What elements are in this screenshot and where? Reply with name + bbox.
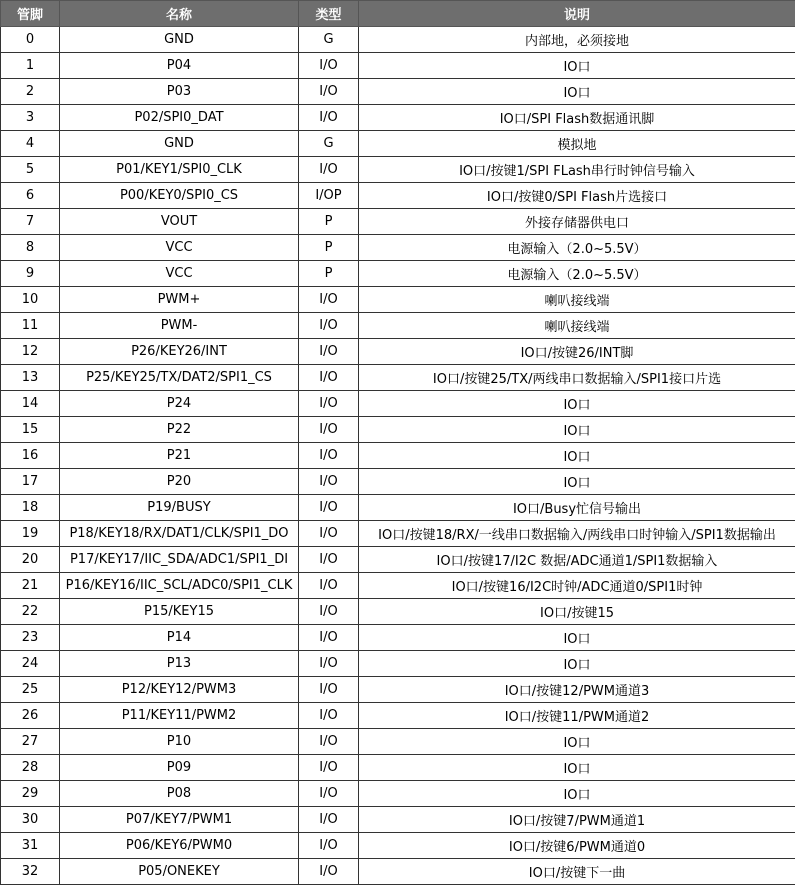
pin-description-cell: IO口	[359, 625, 795, 651]
table-row	[1, 391, 795, 417]
pin-number-cell: 9	[1, 261, 60, 287]
pin-description-cell: IO口	[359, 781, 795, 807]
pin-description-cell: IO口/按键12/PWM通道3	[359, 677, 795, 703]
pin-description-cell: IO口/按键7/PWM通道1	[359, 807, 795, 833]
pin-number-cell: 20	[1, 547, 60, 573]
pin-name-cell: P26/KEY26/INT	[60, 339, 299, 365]
table-row	[1, 729, 795, 755]
pin-description-cell: IO口	[359, 443, 795, 469]
table-row	[1, 365, 795, 391]
pin-type-cell: I/O	[299, 625, 359, 651]
pin-number-cell: 15	[1, 417, 60, 443]
pin-description-cell: 内部地，必须接地	[359, 27, 795, 53]
table-row	[1, 573, 795, 599]
header-row	[1, 1, 795, 27]
pin-number-cell: 14	[1, 391, 60, 417]
table-row	[1, 27, 795, 53]
table-row	[1, 547, 795, 573]
pin-type-cell: I/O	[299, 105, 359, 131]
table-row	[1, 209, 795, 235]
pin-description-cell: 电源输入（2.0~5.5V）	[359, 235, 795, 261]
pin-name-cell: P04	[60, 53, 299, 79]
pin-type-cell: I/O	[299, 599, 359, 625]
pin-description-cell: 外接存储器供电口	[359, 209, 795, 235]
pin-name-cell: P01/KEY1/SPI0_CLK	[60, 157, 299, 183]
pin-name-cell: P06/KEY6/PWM0	[60, 833, 299, 859]
table-row	[1, 157, 795, 183]
pin-type-cell: I/O	[299, 573, 359, 599]
pin-name-cell: P00/KEY0/SPI0_CS	[60, 183, 299, 209]
pin-type-cell: I/O	[299, 495, 359, 521]
pin-name-cell: P08	[60, 781, 299, 807]
pin-description-cell: IO口	[359, 755, 795, 781]
pin-name-cell: P02/SPI0_DAT	[60, 105, 299, 131]
pin-name-cell: GND	[60, 27, 299, 53]
pin-type-cell: I/O	[299, 469, 359, 495]
pin-type-cell: I/O	[299, 391, 359, 417]
pin-name-cell: VOUT	[60, 209, 299, 235]
pin-name-cell: P03	[60, 79, 299, 105]
pin-type-cell: I/O	[299, 53, 359, 79]
pin-type-cell: I/O	[299, 651, 359, 677]
pin-name-cell: P14	[60, 625, 299, 651]
pin-number-cell: 6	[1, 183, 60, 209]
pin-number-cell: 12	[1, 339, 60, 365]
table-row	[1, 79, 795, 105]
table-row	[1, 443, 795, 469]
table-row	[1, 807, 795, 833]
pin-name-cell: P15/KEY15	[60, 599, 299, 625]
pin-description-cell: IO口/按键17/I2C 数据/ADC通道1/SPI1数据输入	[359, 547, 795, 573]
pin-number-cell: 24	[1, 651, 60, 677]
pin-description-cell: IO口/SPI Flash数据通讯脚	[359, 105, 795, 131]
header-pin: 管脚	[1, 1, 60, 27]
pin-type-cell: I/O	[299, 417, 359, 443]
pin-name-cell: P16/KEY16/IIC_SCL/ADC0/SPI1_CLK	[60, 573, 299, 599]
pin-number-cell: 30	[1, 807, 60, 833]
pin-description-cell: 喇叭接线端	[359, 313, 795, 339]
pin-name-cell: P20	[60, 469, 299, 495]
pin-type-cell: I/O	[299, 755, 359, 781]
pin-type-cell: I/O	[299, 443, 359, 469]
pin-type-cell: I/O	[299, 79, 359, 105]
pin-number-cell: 8	[1, 235, 60, 261]
pin-type-cell: I/O	[299, 807, 359, 833]
pin-type-cell: P	[299, 209, 359, 235]
table-row	[1, 859, 795, 885]
pin-description-cell: IO口	[359, 79, 795, 105]
pin-name-cell: P07/KEY7/PWM1	[60, 807, 299, 833]
pin-type-cell: I/O	[299, 833, 359, 859]
pin-type-cell: I/O	[299, 859, 359, 885]
pin-description-cell: 电源输入（2.0~5.5V）	[359, 261, 795, 287]
pin-number-cell: 31	[1, 833, 60, 859]
pin-description-cell: IO口/按键0/SPI Flash片选接口	[359, 183, 795, 209]
pin-name-cell: P24	[60, 391, 299, 417]
pin-description-cell: IO口/按键18/RX/一线串口数据输入/两线串口时钟输入/SPI1数据输出	[359, 521, 795, 547]
pin-number-cell: 23	[1, 625, 60, 651]
pin-name-cell: VCC	[60, 235, 299, 261]
pin-name-cell: GND	[60, 131, 299, 157]
pin-type-cell: I/O	[299, 157, 359, 183]
pin-type-cell: I/O	[299, 781, 359, 807]
pin-number-cell: 25	[1, 677, 60, 703]
table-row	[1, 287, 795, 313]
pin-name-cell: P21	[60, 443, 299, 469]
pin-description-cell: IO口	[359, 729, 795, 755]
pin-type-cell: I/O	[299, 729, 359, 755]
pin-description-cell: 模拟地	[359, 131, 795, 157]
pin-description-cell: 喇叭接线端	[359, 287, 795, 313]
table-row	[1, 469, 795, 495]
pin-type-cell: P	[299, 235, 359, 261]
pin-name-cell: P10	[60, 729, 299, 755]
header-name: 名称	[60, 1, 299, 27]
pin-number-cell: 32	[1, 859, 60, 885]
pin-number-cell: 22	[1, 599, 60, 625]
pin-number-cell: 11	[1, 313, 60, 339]
pin-name-cell: PWM-	[60, 313, 299, 339]
pin-number-cell: 13	[1, 365, 60, 391]
pin-type-cell: I/O	[299, 365, 359, 391]
pin-number-cell: 10	[1, 287, 60, 313]
pin-type-cell: P	[299, 261, 359, 287]
table-row	[1, 833, 795, 859]
pin-type-cell: I/O	[299, 521, 359, 547]
pin-number-cell: 0	[1, 27, 60, 53]
pin-number-cell: 1	[1, 53, 60, 79]
pin-number-cell: 2	[1, 79, 60, 105]
table-row	[1, 781, 795, 807]
pin-type-cell: I/O	[299, 339, 359, 365]
table-row	[1, 755, 795, 781]
pin-type-cell: I/O	[299, 313, 359, 339]
pin-name-cell: P09	[60, 755, 299, 781]
pin-description-cell: IO口/按键1/SPI FLash串行时钟信号输入	[359, 157, 795, 183]
table-row	[1, 261, 795, 287]
pin-description-cell: IO口/按键6/PWM通道0	[359, 833, 795, 859]
pin-type-cell: I/O	[299, 703, 359, 729]
pin-number-cell: 7	[1, 209, 60, 235]
table-row	[1, 53, 795, 79]
pin-number-cell: 16	[1, 443, 60, 469]
table-row	[1, 625, 795, 651]
pin-name-cell: PWM+	[60, 287, 299, 313]
pin-number-cell: 5	[1, 157, 60, 183]
table-row	[1, 235, 795, 261]
pin-number-cell: 29	[1, 781, 60, 807]
pin-type-cell: I/O	[299, 677, 359, 703]
pin-name-cell: P25/KEY25/TX/DAT2/SPI1_CS	[60, 365, 299, 391]
pin-name-cell: P17/KEY17/IIC_SDA/ADC1/SPI1_DI	[60, 547, 299, 573]
table-row	[1, 313, 795, 339]
table-row	[1, 677, 795, 703]
table-body	[1, 27, 795, 885]
pin-number-cell: 26	[1, 703, 60, 729]
pin-description-cell: IO口/按键15	[359, 599, 795, 625]
pin-number-cell: 28	[1, 755, 60, 781]
pin-description-cell: IO口	[359, 391, 795, 417]
pin-description-cell: IO口/Busy忙信号输出	[359, 495, 795, 521]
header-type: 类型	[299, 1, 359, 27]
pin-type-cell: I/O	[299, 287, 359, 313]
pin-description-cell: IO口	[359, 53, 795, 79]
pin-number-cell: 19	[1, 521, 60, 547]
pin-name-cell: VCC	[60, 261, 299, 287]
table-row	[1, 131, 795, 157]
pin-type-cell: G	[299, 27, 359, 53]
pin-number-cell: 18	[1, 495, 60, 521]
pin-description-cell: IO口/按键25/TX/两线串口数据输入/SPI1接口片选	[359, 365, 795, 391]
pin-name-cell: P18/KEY18/RX/DAT1/CLK/SPI1_DO	[60, 521, 299, 547]
pin-name-cell: P12/KEY12/PWM3	[60, 677, 299, 703]
pin-type-cell: G	[299, 131, 359, 157]
pin-name-cell: P22	[60, 417, 299, 443]
pin-number-cell: 4	[1, 131, 60, 157]
pin-description-cell: IO口/按键16/I2C时钟/ADC通道0/SPI1时钟	[359, 573, 795, 599]
pin-number-cell: 3	[1, 105, 60, 131]
table-row	[1, 183, 795, 209]
table-row	[1, 105, 795, 131]
pin-name-cell: P11/KEY11/PWM2	[60, 703, 299, 729]
table-row	[1, 651, 795, 677]
pin-number-cell: 21	[1, 573, 60, 599]
pin-type-cell: I/O	[299, 547, 359, 573]
table-row	[1, 417, 795, 443]
pin-description-cell: IO口	[359, 417, 795, 443]
table-row	[1, 703, 795, 729]
pin-name-cell: P13	[60, 651, 299, 677]
pin-name-cell: P19/BUSY	[60, 495, 299, 521]
pin-description-cell: IO口/按键26/INT脚	[359, 339, 795, 365]
pin-number-cell: 17	[1, 469, 60, 495]
table-row	[1, 599, 795, 625]
pin-description-cell: IO口/按键11/PWM通道2	[359, 703, 795, 729]
pin-description-cell: IO口/按键下一曲	[359, 859, 795, 885]
pin-description-cell: IO口	[359, 651, 795, 677]
pin-description-cell: IO口	[359, 469, 795, 495]
header-description: 说明	[359, 1, 795, 27]
pin-name-cell: P05/ONEKEY	[60, 859, 299, 885]
pin-type-cell: I/OP	[299, 183, 359, 209]
pin-number-cell: 27	[1, 729, 60, 755]
table-row	[1, 495, 795, 521]
table-row	[1, 339, 795, 365]
table-row	[1, 521, 795, 547]
